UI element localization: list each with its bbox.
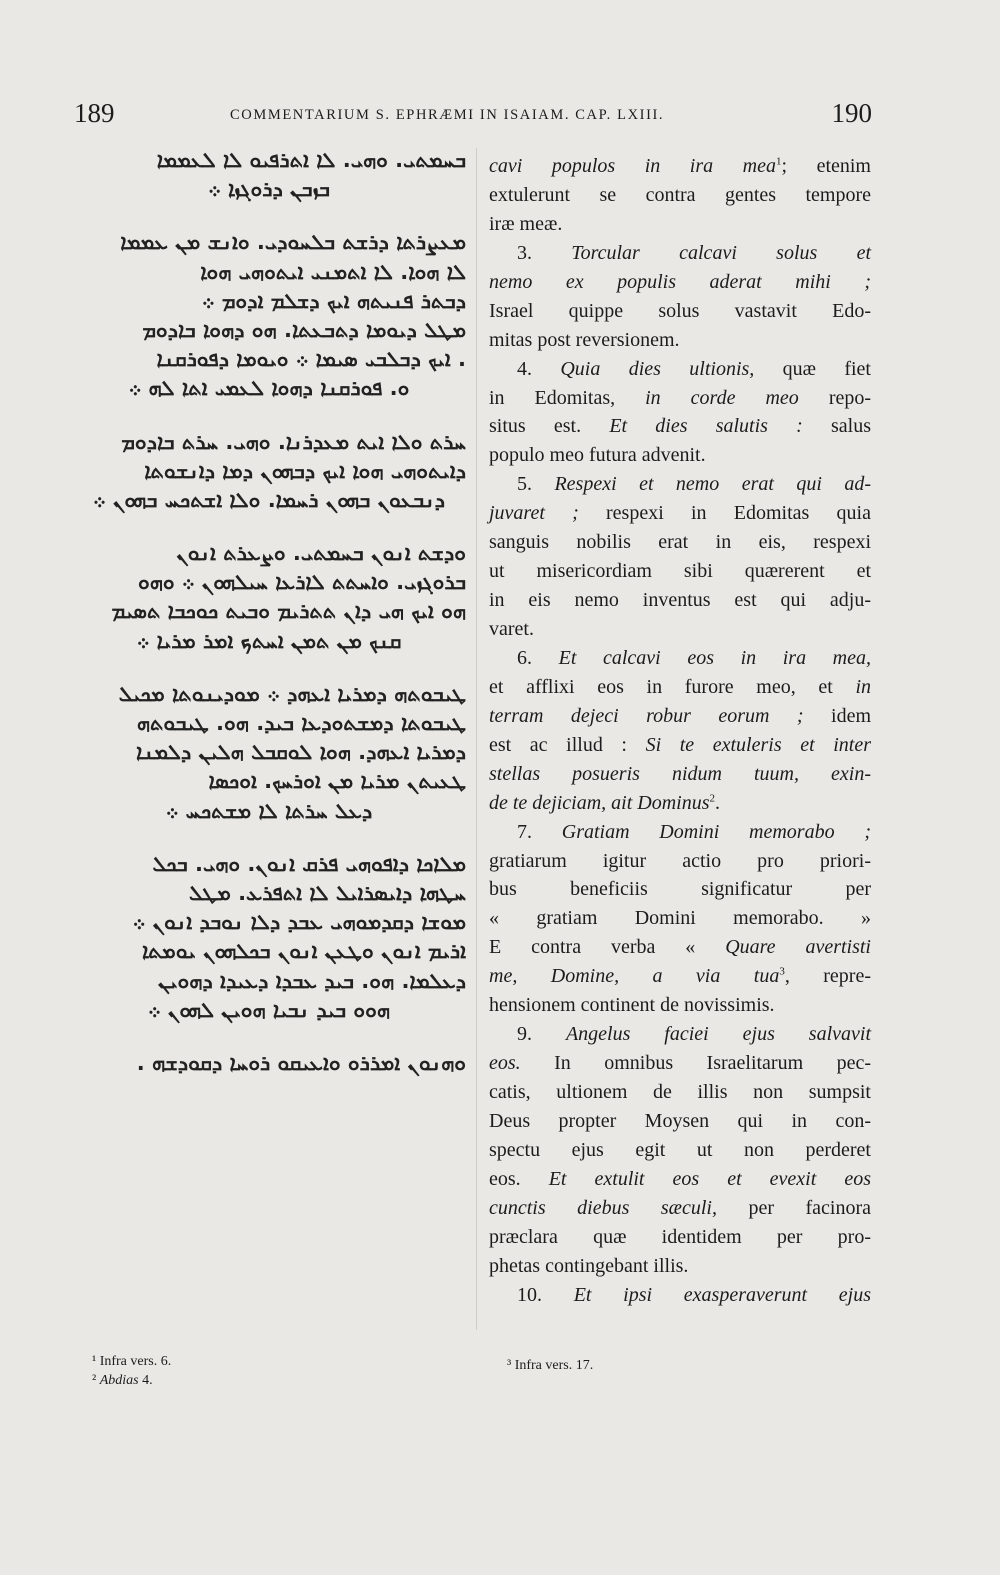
latin-line: 7. Gratiam Domini memorabo ;	[517, 820, 871, 843]
latin-line: stellas posueris nidum tuum, exin-	[489, 762, 871, 785]
latin-line: juvaret ; respexi in Edomitas quia	[489, 502, 871, 525]
footnote: ¹ Infra vers. 6.	[92, 1354, 172, 1369]
syriac-line: ܗܘܘ ܒܝܕ ܢܒܝܐ ܗܘܝܢ ܠܗܘܢ ܀	[147, 997, 391, 1022]
footnote: ² Abdias 4.	[92, 1373, 153, 1388]
latin-line: 10. Et ipsi exasperaverunt ejus	[517, 1283, 871, 1306]
syriac-line: ܠܐ ܗܘܐ. ܠܐ ܐܬܡܢܝ ܐܝܬܘܗܝ ܗܘܐ	[200, 259, 466, 284]
latin-line: varet.	[489, 618, 534, 640]
latin-line: eos. In omnibus Israelitarum pec-	[489, 1052, 871, 1075]
latin-line: situs est. Et dies salutis : salus	[489, 415, 872, 438]
syriac-line: ܘܗܢܘܢ ܐܡܪܪܘ ܘܐܥܝܩܘ ܪܘܚܐ ܕܩܘܕܫܗ .	[136, 1050, 466, 1075]
syriac-paragraph	[72, 428, 466, 516]
page-header	[0, 98, 1000, 138]
syriac-paragraph	[72, 850, 466, 1025]
page-number-right: 190	[831, 98, 872, 128]
page-number-left: 189	[74, 98, 115, 128]
syriac-line: ܘܕܫܬ ܐܢܘܢ ܒܚܡܬܝ. ܘܨܥܪܬ ܐܢܘܢ	[176, 541, 466, 566]
syriac-paragraph	[72, 228, 466, 403]
syriac-column	[72, 146, 466, 1078]
footnotes-right: ³ Infra vers. 17.	[507, 1358, 594, 1373]
column-divider	[476, 148, 477, 1330]
latin-line: Deus propter Moysen qui in con-	[489, 1109, 871, 1132]
syriac-paragraph	[72, 539, 466, 656]
syriac-line: ܡܥܨܪܬܐ ܕܪܫܬ ܒܠܚܘܕܝ. ܘܐܢܫ ܡܢ ܥܡܡܐ	[120, 230, 466, 255]
latin-line: eos. Et extulit eos et evexit eos	[489, 1167, 871, 1190]
latin-line: et afflixi eos in furore meo, et in	[489, 675, 871, 698]
latin-line: 6. Et calcavi eos in ira mea,	[517, 646, 871, 669]
footnotes-left	[92, 1352, 171, 1390]
syriac-line: ܩܢܟ ܡܢ ܬܡܢ ܐܚܬܟ ܐܡܪ ܡܪܝܐ ܀	[136, 628, 402, 653]
syriac-line: ܕܥܠ ܚܪܬܐ ܠܐ ܡܫܬܟܚ ܀	[165, 798, 373, 823]
latin-line: phetas contingebant illis.	[489, 1254, 689, 1277]
syriac-line: ܘ. ܦܘܪܩܢܐ ܕܗܘܐ ܠܥܡܝ ܐܬܐ ܠܗ ܀	[128, 376, 410, 401]
syriac-line: ܕܒܬܪ ܦܢܝܬܗ ܐܝܟ ܕܫܠܡ ܐܕܘܡ ܀	[201, 288, 466, 313]
latin-line: 4. Quia dies ultionis, quæ fiet	[517, 357, 871, 380]
syriac-line: ܐܪܝܡ ܐܢܘܢ ܘܛܥܢ ܐܢܘܢ ܒܟܠܗܘܢ ܝܘܡܬܐ	[141, 939, 466, 964]
latin-line: 5. Respexi et nemo erat qui ad-	[517, 473, 871, 496]
latin-line: in Edomitas, in corde meo repo-	[489, 386, 872, 409]
latin-column	[489, 152, 871, 1310]
latin-line: me, Domine, a via tua$^3$, repre-	[489, 965, 872, 988]
syriac-paragraph	[72, 680, 466, 826]
latin-line: populo meo futura advenit.	[489, 444, 706, 467]
syriac-line: . ܐܝܟ ܕܒܠܒܝ ܣܝܡܐ ܀ ܘܝܘܡܐ ܕܦܘܪܩܢܐ	[156, 347, 466, 372]
latin-line: præclara quæ identidem per pro-	[489, 1225, 871, 1248]
latin-line: spectu ejus egit ut non perderet	[489, 1138, 871, 1161]
syriac-line: ܡܘܫܐ ܕܩܕܡܘܗܝ ܥܒܕ ܕܠܐ ܢܘܒܕ ܐܢܘܢ ܀	[132, 910, 466, 935]
latin-line: catis, ultionem de illis non sumpsit	[489, 1081, 871, 1103]
syriac-line: ܕܥܠܡܐ. ܗܘ. ܒܝܕ ܥܒܕܐ ܕܥܝܕܐ ܕܗܘܝܢ	[158, 968, 466, 993]
syriac-line: ܕܡܪܝܐ ܐܥܗܕ. ܗܘܐ ܠܘܩܒܠ ܗܠܝܢ ܕܠܡܢܐ	[136, 740, 466, 765]
latin-line: ut misericordiam sibi quærerent et	[489, 560, 871, 583]
latin-line: bus beneficiis significatur per	[489, 878, 871, 901]
syriac-line: ܡܛܠ ܕܝܘܡܐ ܕܬܒܥܬܐ. ܗܘ ܕܗܘܐ ܒܐܕܘܡ	[142, 317, 466, 342]
latin-line: terram dejeci robur eorum ; idem	[489, 704, 871, 727]
syriac-line: ܒܪܘܓܙܝ. ܘܐܚܬܬ ܠܐܪܥܐ ܚܝܠܗܘܢ ܀ ܘܗܘ	[137, 570, 466, 595]
latin-line: mitas post reversionem.	[489, 328, 680, 351]
latin-line: extulerunt se contra gentes tempore	[489, 183, 871, 206]
syriac-line: ܚܛܗܐ ܕܐܝܣܪܐܝܠ ܠܐ ܐܬܦܪܥ. ܡܛܠ	[188, 880, 466, 905]
latin-line: sanguis nobilis erat in eis, respexi	[489, 531, 871, 554]
syriac-line: ܛܝܒܘܬܐ ܕܡܫܬܘܕܥܐ ܒܝܕ. ܗܘ. ܛܝܒܘܬܗ	[136, 711, 466, 735]
latin-line: iræ meæ.	[489, 212, 563, 235]
syriac-paragraph	[72, 1049, 466, 1078]
latin-line: E contra verba « Quare avertisti	[489, 936, 871, 959]
syriac-line: ܕܢܒܥܘܢ ܒܗܘܢ ܪܚܡܐ. ܘܠܐ ܐܫܬܟܚ ܒܗܘܢ ܀	[93, 487, 445, 512]
latin-line: est ac illud : Si te extuleris et inter	[489, 733, 871, 756]
latin-line: 9. Angelus faciei ejus salvavit	[517, 1023, 872, 1046]
syriac-line: ܛܝܒܘܬܗ ܕܡܪܝܐ ܐܥܗܕ ܀ ܡܘܕܝܢܘܬܐ ܡܟܝܠ	[118, 681, 466, 706]
latin-line: gratiarum igitur actio pro priori-	[489, 849, 871, 872]
latin-line: cavi populos in ira mea$^1$; etenim	[489, 155, 871, 177]
latin-line: nemo ex populis aderat mihi ;	[489, 270, 871, 293]
latin-line: 3. Torcular calcavi solus et	[517, 241, 871, 264]
syriac-line: ܒܚܡܬܝ. ܘܗܝ. ܠܐ ܐܬܪܦܝܘ ܠܐ ܠܥܡܡܐ	[156, 148, 466, 172]
latin-line: cunctis diebus sæculi, per facinora	[489, 1196, 871, 1219]
syriac-paragraph	[72, 146, 466, 204]
running-title: COMMENTARIUM S. EPHRÆMI IN ISAIAM. CAP. LXIII.	[230, 107, 665, 123]
syriac-line: ܗܘ ܐܝܟ ܗܝ ܕܐܢ ܬܬܪܝܡ ܘܒܝܬ ܟܘܟܒܐ ܬܣܝܡ	[111, 599, 466, 624]
syriac-line: ܛܥܝܬܢ ܡܪܝܐ ܡܢ ܐܘܪܚܟ. ܐܘܟܣܐ	[208, 769, 466, 794]
syriac-line: ܕܐܝܬܘܗܝ ܗܘܐ ܐܝܟ ܕܒܗܘܢ ܕܡܐ ܕܐܢܫܘܬܐ	[144, 458, 466, 483]
syriac-line: ܚܪܬ ܘܠܐ ܐܝܬ ܡܥܕܪܢܐ. ܘܗܝ. ܚܪܬ ܒܐܕܘܡ	[121, 429, 466, 454]
latin-line: hensionem continent de novissimis.	[489, 994, 775, 1017]
latin-line: « gratiam Domini memorabo. »	[489, 907, 871, 930]
latin-line: Israel quippe solus vastavit Edo-	[489, 299, 871, 322]
syriac-line: ܡܠܐܟܐ ܕܐܦܘܗܝ ܦܪܩ ܐܢܘܢ. ܘܗܝ. ܒܟܠ	[152, 851, 466, 876]
syriac-line: ܒܙܒܢ ܕܪܘܓܙܐ ܀	[208, 177, 330, 202]
latin-line: de te dejiciam, ait Dominus$^2$.	[489, 791, 721, 814]
latin-line: in eis nemo inventus est qui adju-	[489, 589, 871, 612]
